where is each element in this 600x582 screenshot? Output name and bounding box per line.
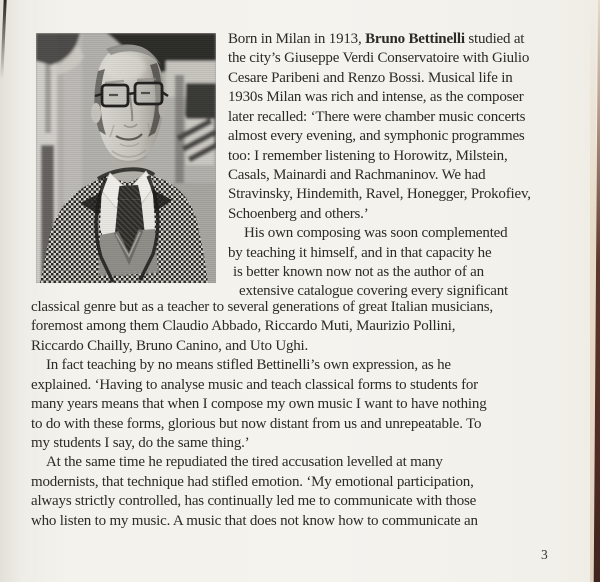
text-line: Stravinsky, Hindemith, Ravel, Honegger, Prokofiev, [228, 186, 531, 203]
text-line: foremost among them Claudio Abbado, Riccardo Muti, Maurizio Pollini, [31, 318, 456, 335]
text-line: Cesare Paribeni and Renzo Bossi. Musical life in [228, 69, 513, 86]
text-line: later recalled: ‘There were chamber music concerts [228, 108, 526, 125]
text-line: who listen to my music. A music that does not know how to communicate an [31, 512, 478, 529]
portrait-illustration [36, 33, 216, 283]
text-line: His own composing was soon complemented [244, 225, 508, 242]
text-line: by teaching it himself, and in that capacity he [228, 244, 492, 261]
composer-name-bold: Bruno Bettinelli [365, 31, 465, 47]
text-line: almost every evening, and symphonic programmes [228, 128, 525, 145]
text-line: modernists, that technique had stifled emotion. ‘My emotional participation, [31, 473, 474, 490]
text-line: many years means that when I compose my own music I want to have nothing [31, 396, 487, 413]
text-line: too: I remember listening to Horowitz, Milstein, [228, 147, 508, 164]
text-line: extensive catalogue covering every significant [239, 283, 509, 300]
text-line: At the same time he repudiated the tired accusation levelled at many [46, 454, 443, 471]
line1-pre: Born in Milan in 1913, [228, 31, 366, 47]
portrait-photo [36, 33, 216, 283]
text-line: is better known now not as the author of an [233, 264, 484, 281]
text-column-full-width [31, 298, 582, 531]
text-line: Casals, Mainardi and Rachmaninov. We had [228, 166, 486, 183]
text-line: to do with these forms, glorious but now distant from us and unrepeatable. To [31, 415, 482, 432]
text-line: classical genre but as a teacher to several generations of great Italian musicians, [31, 299, 493, 315]
text-line [228, 30, 580, 49]
text-line: the city’s Giuseppe Verdi Conservatoire with Giulio [228, 50, 530, 67]
text-line: always strictly controlled, has continually led me to communicate with those [31, 493, 477, 510]
page-number: 3 [541, 547, 548, 562]
text-line: explained. ‘Having to analyse music and teach classical forms to students for [31, 376, 478, 393]
text-column-beside-photo [228, 30, 580, 302]
text-line: In fact teaching by no means stifled Bettinelli’s own expression, as he [46, 357, 451, 374]
text-line: Riccardo Chailly, Bruno Canino, and Uto Ughi. [31, 337, 309, 354]
text-line: my students I say, do the same thing.’ [31, 434, 250, 451]
line1-post: studied at [464, 31, 525, 47]
scan-edge-line [0, 0, 7, 80]
text-line: 1930s Milan was rich and intense, as the composer [228, 89, 524, 106]
text-line: Schoenberg and others.’ [228, 205, 369, 222]
